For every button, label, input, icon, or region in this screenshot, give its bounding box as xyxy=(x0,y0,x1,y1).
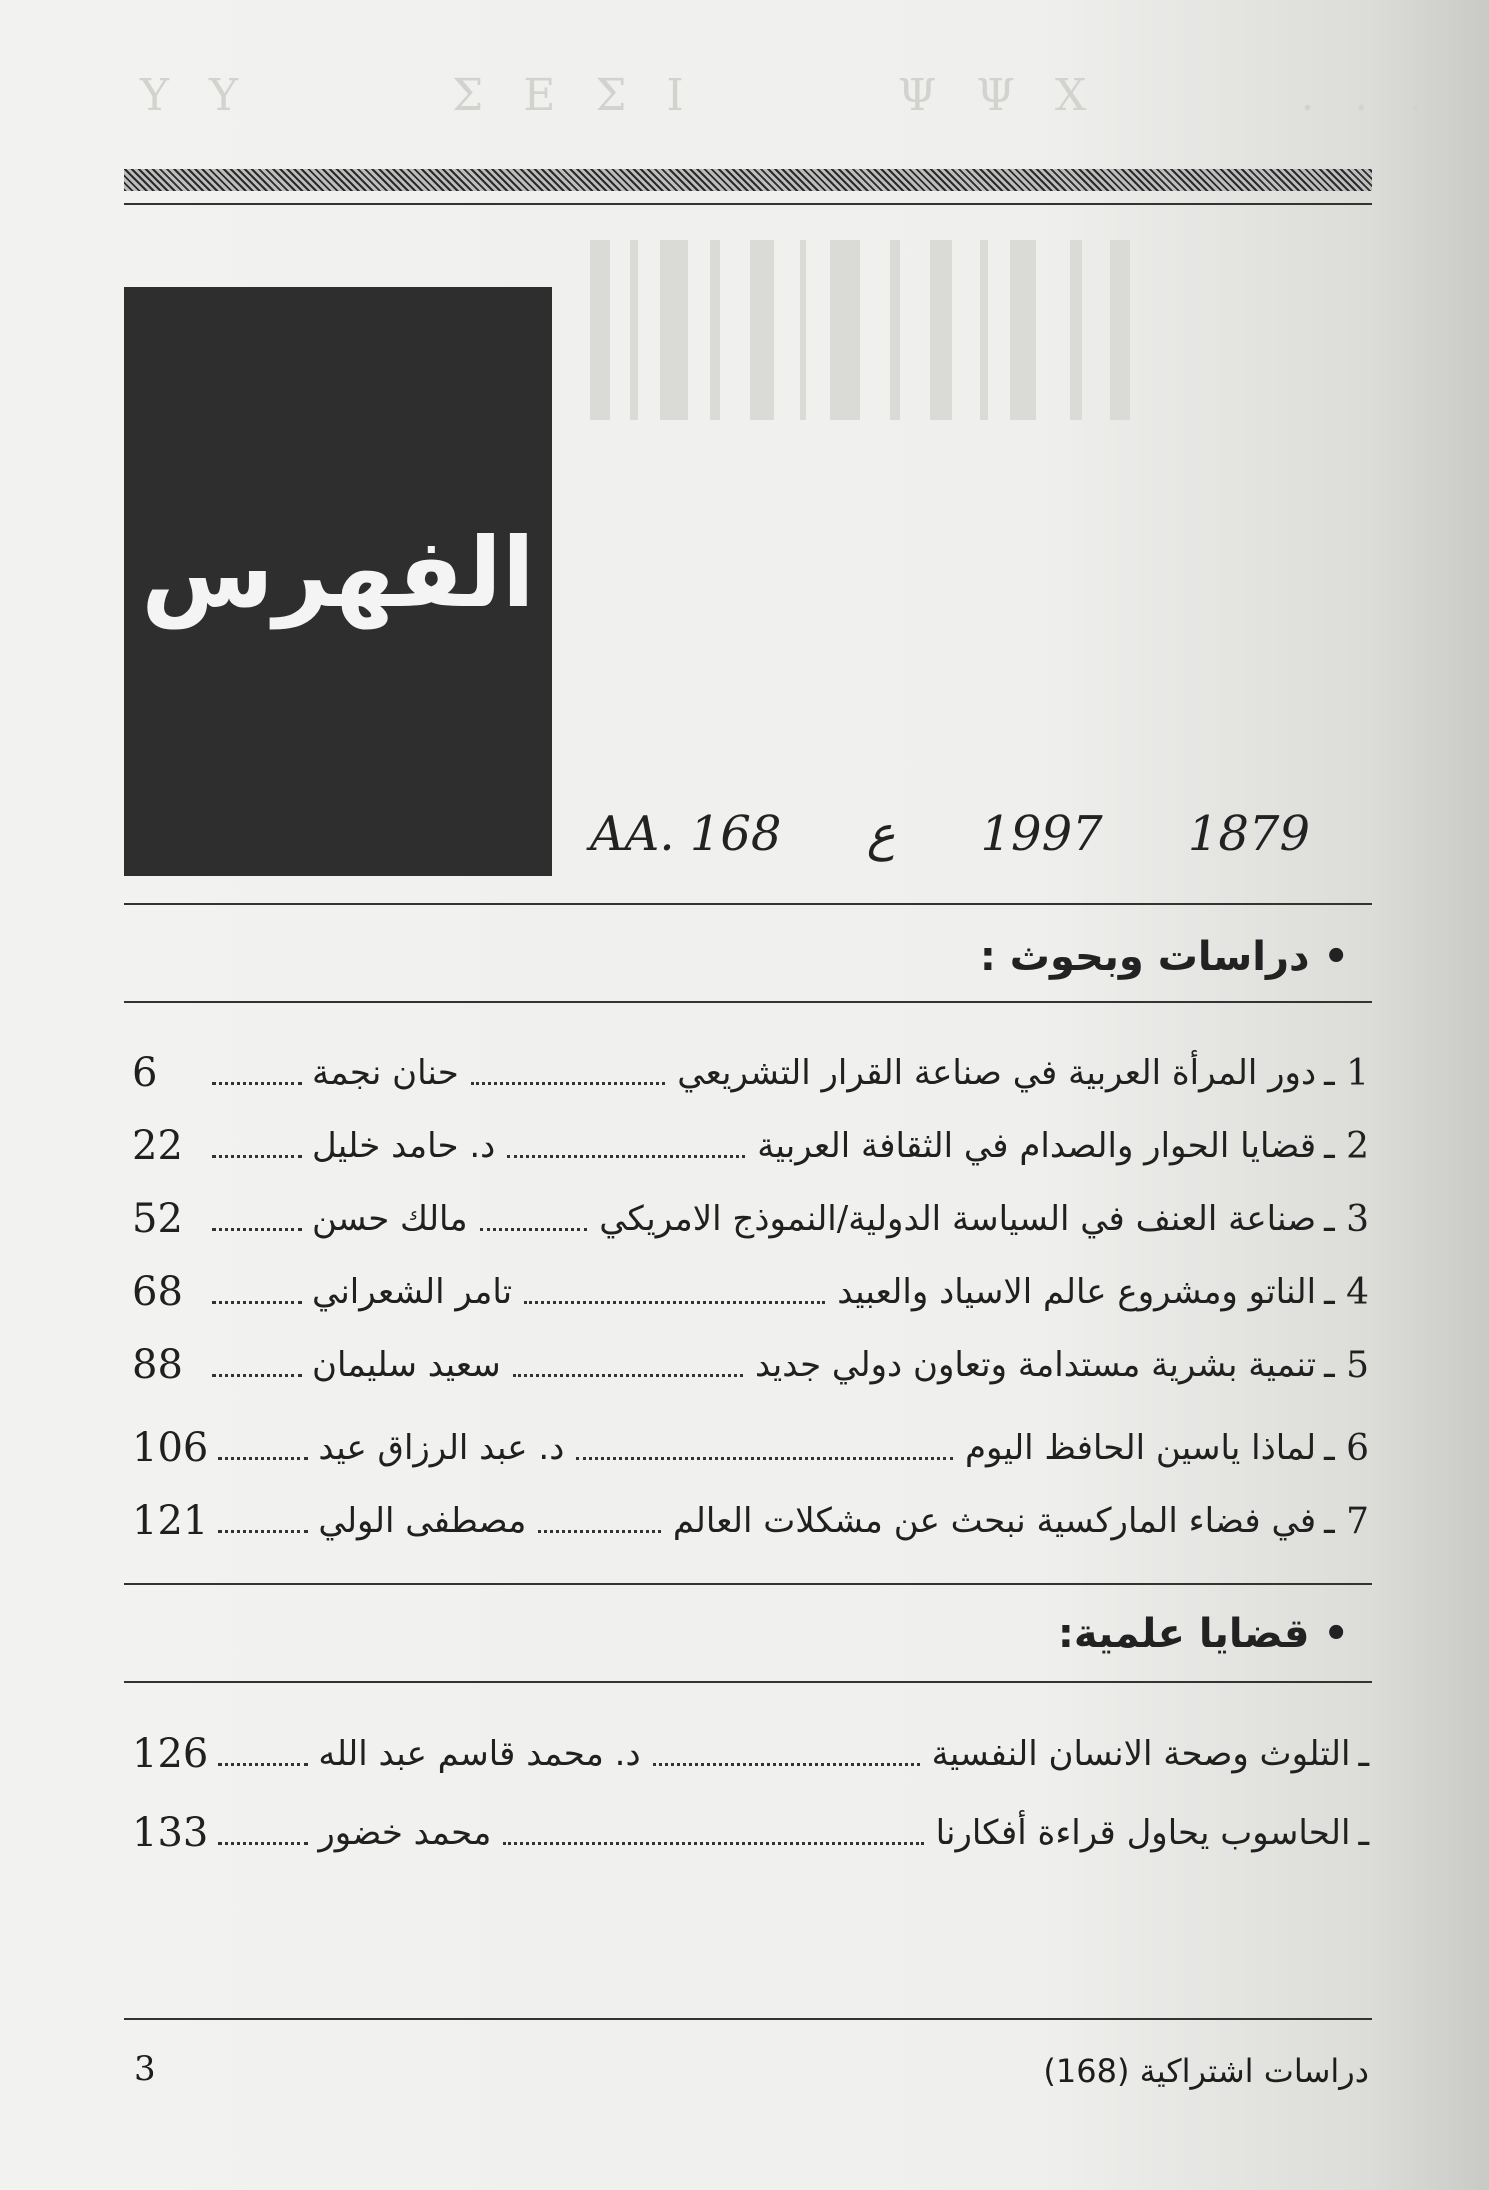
bleed-text: ΥΥ xyxy=(140,70,279,121)
entry-page: 6 xyxy=(132,1050,158,1096)
entry-author: د. محمد قاسم عبد الله xyxy=(318,1734,641,1774)
entry-number: 1 ـ xyxy=(1324,1052,1369,1094)
dot-leader xyxy=(653,1743,920,1766)
entry-author: تامر الشعراني xyxy=(312,1272,513,1312)
decorative-hatched-band xyxy=(124,169,1372,191)
handwritten-note xyxy=(590,806,1310,866)
toc-entry xyxy=(132,1420,1369,1476)
handwritten-ref: AA. 168 xyxy=(590,806,782,862)
rule-below-section-2-heading xyxy=(124,1681,1372,1683)
toc-entry xyxy=(132,1337,1369,1393)
entry-page: 106 xyxy=(132,1425,209,1471)
entry-title: لماذا ياسين الحافظ اليوم xyxy=(964,1428,1317,1468)
entry-number: 5 ـ xyxy=(1324,1344,1369,1386)
dot-leader xyxy=(212,1354,302,1377)
top-rule xyxy=(124,203,1372,205)
entry-title: تنمية بشرية مستدامة وتعاون دولي جديد xyxy=(754,1345,1317,1385)
dot-leader xyxy=(503,1822,923,1845)
dot-leader xyxy=(212,1208,302,1231)
entry-page: 52 xyxy=(132,1196,183,1242)
dot-leader xyxy=(212,1135,302,1158)
entry-number: 6 ـ xyxy=(1324,1427,1369,1469)
entry-author: د. حامد خليل xyxy=(312,1126,496,1166)
dot-leader xyxy=(218,1743,308,1766)
entry-number: ـ xyxy=(1358,1733,1369,1775)
dot-leader xyxy=(212,1281,302,1304)
toc-entry xyxy=(132,1264,1369,1320)
dot-leader xyxy=(471,1062,666,1085)
entry-title: قضايا الحوار والصدام في الثقافة العربية xyxy=(757,1126,1317,1166)
bleed-text: ΨΨΧ xyxy=(897,70,1127,121)
dot-leader xyxy=(480,1208,588,1231)
entry-number: 2 ـ xyxy=(1324,1125,1369,1167)
handwritten-letter: ع xyxy=(866,806,896,862)
dot-leader xyxy=(524,1281,825,1304)
entry-number: ـ xyxy=(1358,1812,1369,1854)
section-heading: • قضايا علمية: xyxy=(1057,1611,1349,1657)
entry-author: مصطفى الولي xyxy=(318,1501,527,1541)
entry-page: 126 xyxy=(132,1731,209,1777)
entry-author: سعيد سليمان xyxy=(312,1345,501,1385)
bleed-text: ΣΕΣΙ xyxy=(452,70,724,121)
entry-number: 4 ـ xyxy=(1324,1271,1369,1313)
dot-leader xyxy=(218,1510,308,1533)
toc-entry xyxy=(132,1493,1369,1549)
toc-entry xyxy=(132,1191,1369,1247)
bleed-barcode xyxy=(590,240,1350,440)
toc-entry xyxy=(132,1805,1369,1861)
handwritten-year: 1997 xyxy=(980,806,1103,862)
dot-leader xyxy=(218,1437,308,1460)
entry-author: د. عبد الرزاق عيد xyxy=(318,1428,565,1468)
entry-title: الناتو ومشروع عالم الاسياد والعبيد xyxy=(837,1272,1317,1312)
entry-title: دور المرأة العربية في صناعة القرار التشريعي xyxy=(677,1053,1317,1093)
rule-below-section-1-heading xyxy=(124,1001,1372,1003)
entry-page: 22 xyxy=(132,1123,183,1169)
toc-entry xyxy=(132,1118,1369,1174)
bleed-through-text xyxy=(140,70,1462,121)
entry-number: 3 ـ xyxy=(1324,1198,1369,1240)
entry-page: 88 xyxy=(132,1342,183,1388)
dot-leader xyxy=(576,1437,953,1460)
page-number: 3 xyxy=(134,2049,156,2089)
index-title: الفهرس xyxy=(141,517,535,629)
bleed-text: ... xyxy=(1300,70,1463,121)
dot-leader xyxy=(507,1135,745,1158)
entry-title: الحاسوب يحاول قراءة أفكارنا xyxy=(935,1813,1351,1853)
dot-leader xyxy=(212,1062,302,1085)
entry-title: في فضاء الماركسية نبحث عن مشكلات العالم xyxy=(672,1501,1317,1541)
entry-author: محمد خضور xyxy=(318,1813,492,1853)
footer-rule xyxy=(124,2018,1372,2020)
rule-above-section-1 xyxy=(124,903,1372,905)
handwritten-number: 1879 xyxy=(1187,806,1310,862)
dot-leader xyxy=(218,1822,308,1845)
section-heading: • دراسات وبحوث : xyxy=(979,934,1349,980)
entry-number: 7 ـ xyxy=(1324,1500,1369,1542)
entry-page: 121 xyxy=(132,1498,209,1544)
toc-entry xyxy=(132,1726,1369,1782)
entry-page: 133 xyxy=(132,1810,209,1856)
dot-leader xyxy=(513,1354,743,1377)
dot-leader xyxy=(538,1510,661,1533)
entry-title: التلوث وصحة الانسان النفسية xyxy=(931,1734,1351,1774)
entry-author: حنان نجمة xyxy=(312,1053,459,1093)
rule-above-section-2 xyxy=(124,1583,1372,1585)
entry-author: مالك حسن xyxy=(312,1199,468,1239)
entry-page: 68 xyxy=(132,1269,183,1315)
index-title-block xyxy=(124,287,552,876)
journal-name: دراسات اشتراكية (168) xyxy=(1043,2052,1369,2090)
entry-title: صناعة العنف في السياسة الدولية/النموذج الامريكي xyxy=(599,1199,1317,1239)
toc-entry xyxy=(132,1045,1369,1101)
